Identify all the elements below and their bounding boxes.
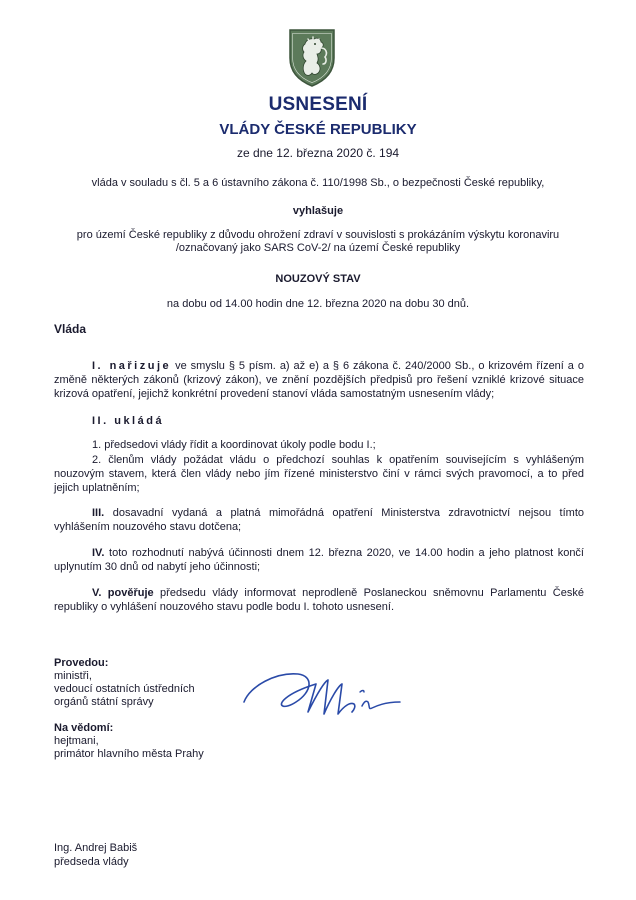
section-3-text: dosavadní vydaná a platná mimořádná opatření Ministerstva zdravotnictví nejsou tímto vyhlášením nouzového stavu dotčena; [54,507,584,533]
notified-block [54,722,204,761]
resolution-date: ze dne 12. března 2020 č. 194 [236,146,400,160]
notified-label: Na vědomí: [54,722,114,734]
territory-statement [0,229,636,255]
section-1-paragraph [54,359,584,401]
executors-block [54,657,195,709]
territory-line-2: /označovaný jako SARS CoV-2/ na území České republiky [175,242,461,254]
signatory-role: předseda vlády [54,856,129,868]
executors-label: Provedou: [54,657,109,669]
section-3-paragraph [54,506,584,534]
executors-line: ministři, [54,670,92,682]
executors-line: orgánů státní správy [54,696,154,708]
signatory-block [54,841,137,869]
section-5-text: předsedu vlády informovat neprodleně Poslaneckou sněmovnu Parlamentu České republiky o vyhlášení nouzového stavu podle bodu I. tohoto usnesení. [54,587,584,613]
section-2-item-2: 2. členům vlády požádat vládu o předchozí souhlas k opatřením souvisejícím s vyhlášeným nouzovým stavem, která člen vlády nebo jím řízené ministerstvo činí v rámci svých pravomocí, a to před jejich uplatněním; [54,454,584,494]
handwritten-signature-icon [236,660,416,730]
compliance-statement: vláda v souladu s čl. 5 a 6 ústavního zákona č. 110/1998 Sb., o bezpečnosti České republiky, [91,177,545,189]
section-2-label: II. ukládá [92,415,165,427]
notified-line: primátor hlavního města Prahy [54,748,204,760]
section-1-text: ve smyslu § 5 písm. a) až e) a § 6 zákona č. 240/2000 Sb., o krizovém řízení a o změně některých zákonů (krizový zákon), ve znění pozdějších předpisů pro řešení vzniklé krizové situace krizová opatření, jejichž konkrétní provedení stanoví vláda samostatným usnesením vlády; [54,360,584,400]
czech-lion-crest-icon [288,28,336,88]
signatory-name: Ing. Andrej Babiš [54,842,138,854]
government-heading: Vláda [54,322,87,336]
executors-line: vedoucí ostatních ústředních [54,683,195,695]
section-2-item-1: 1. předsedovi vlády řídit a koordinovat úkoly podle bodu I.; [92,439,376,451]
notified-line: hejtmani, [54,735,99,747]
section-4-text: toto rozhodnutí nabývá účinnosti dnem 12. března 2020, ve 14.00 hodin a jeho platnost končí uplynutím 30 dnů od nabytí jeho účinnosti; [54,547,584,573]
territory-line-1: pro území České republiky z důvodu ohrožení zdraví v souvislosti s prokázáním výskytu koronaviru [76,229,560,241]
section-1-label: I. nařizuje [92,360,172,372]
document-subtitle: VLÁDY ČESKÉ REPUBLIKY [219,121,417,138]
section-5-paragraph [54,586,584,614]
emergency-heading: NOUZOVÝ STAV [275,273,361,285]
section-4-paragraph [54,546,584,574]
section-3-label: III. [92,507,105,519]
document-title: USNESENÍ [268,94,368,115]
declares-verb: vyhlašuje [292,205,344,217]
section-4-label: IV. [92,547,105,559]
emergency-duration: na dobu od 14.00 hodin dne 12. března 2020 na dobu 30 dnů. [166,298,470,310]
section-5-label: V. pověřuje [92,587,154,599]
